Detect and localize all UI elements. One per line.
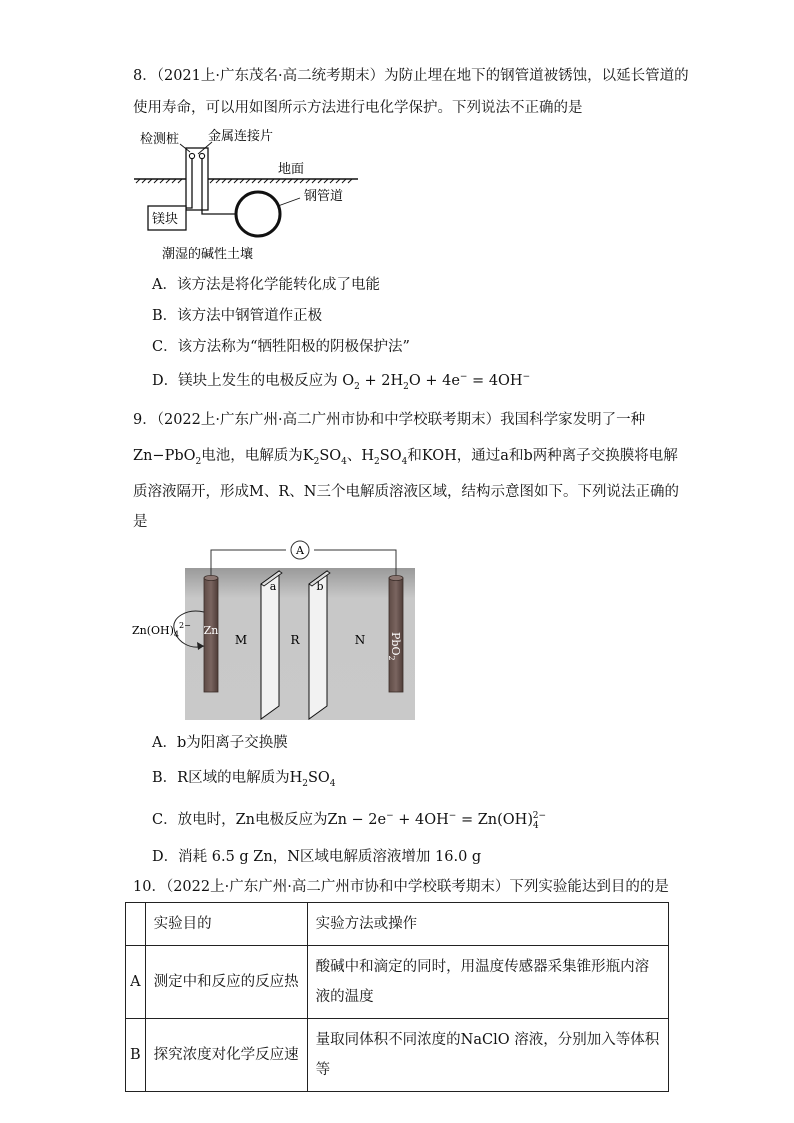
q8-figure [128, 128, 368, 268]
steel-pipe [236, 192, 280, 236]
label-membrane-b: b [316, 580, 324, 593]
label-region-m: M [234, 633, 248, 647]
table-header-cell: 实验目的 [145, 903, 307, 946]
q10-stem: 10．（2022上·广东广州·高二广州市协和中学校联考期末）下列实验能达到目的的是 [133, 879, 669, 895]
q10-table [125, 902, 669, 1092]
label-ground: 地面 [278, 162, 305, 177]
label-pbo2: PbO$_2$ [387, 632, 402, 661]
table-header-row [126, 903, 669, 946]
table-row [126, 1019, 669, 1092]
terminal-left [189, 153, 194, 158]
pbo2-electrode-top [389, 575, 403, 580]
table-cell: 探究浓度对化学反应速 [145, 1019, 307, 1092]
q9-option-d: D．消耗 6.5 g Zn，N区域电解质溶液增加 16.0 g [152, 849, 482, 865]
q9-stem-line3: 质溶液隔开，形成M、R、N三个电解质溶液区域，结构示意图如下。下列说法正确的 [133, 484, 679, 500]
q9-option-a: A．b为阳离子交换膜 [152, 735, 288, 751]
label-magnesium: 镁块 [152, 212, 179, 227]
table-cell: A [126, 946, 146, 1019]
leader-pipe [278, 198, 300, 206]
q8-option-d: D．镁块上发生的电极反应为 $O_2 + 2H_2O + 4e^- = 4OH^-$ [152, 372, 531, 392]
table-cell: B [126, 1019, 146, 1092]
table-header-cell: 实验方法或操作 [307, 903, 668, 946]
label-steel-pipe: 钢管道 [304, 189, 344, 204]
table-cell: 量取同体积不同浓度的NaClO 溶液，分别加入等体积等 [307, 1019, 668, 1092]
q8-option-c: C．该方法称为“牺牲阳极的阴极保护法” [152, 339, 410, 355]
membrane-b [309, 571, 327, 719]
label-metal-connector: 金属连接片 [208, 129, 274, 144]
label-zinc-hydroxide: $Zn(OH)_4^{2-}$ [132, 621, 191, 639]
label-soil: 潮湿的碱性土壤 [162, 247, 254, 262]
membrane-a [261, 571, 279, 719]
label-zn: Zn [203, 624, 219, 637]
terminal-right [199, 153, 204, 158]
electrolytic-tank [185, 568, 415, 720]
ammeter-label: A [296, 544, 304, 557]
q9-figure [128, 538, 428, 724]
q9-option-c: C．放电时，Zn电极反应为$Zn - 2e^- + 4OH^- = Zn(OH)_4^{2-}$ [152, 811, 546, 831]
q8-stem-line1: 8．（2021上·广东茂名·高二统考期末）为防止埋在地下的钢管道被锈蚀，以延长管道的 [133, 68, 689, 84]
q8-stem-line2: 使用寿命，可以用如图所示方法进行电化学保护。下列说法不正确的是 [133, 100, 583, 116]
table-header-cell [126, 903, 146, 946]
q9-stem-line1: 9．（2022上·广东广州·高二广州市协和中学校联考期末）我国科学家发明了一种 [133, 412, 646, 428]
zinc-electrode-top [204, 575, 218, 580]
label-region-r: R [290, 633, 300, 647]
q8-option-a: A．该方法是将化学能转化成了电能 [152, 277, 380, 293]
label-test-pile: 检测桩 [140, 132, 180, 147]
q9-stem-line4: 是 [133, 514, 148, 530]
label-region-n: N [354, 633, 366, 647]
label-membrane-a: a [269, 580, 277, 593]
table-cell: 测定中和反应的反应热 [145, 946, 307, 1019]
q9-stem-line2: Zn−PbO$_2$电池，电解质为$K_2SO_4$、$H_2SO_4$和KOH，通过a和b两种离子交换膜将电解 [133, 448, 678, 467]
q9-option-b: B．R区域的电解质为$H_2SO_4$ [152, 770, 336, 789]
q8-option-b: B．该方法中钢管道作正极 [152, 308, 323, 324]
table-row [126, 946, 669, 1019]
table-cell: 酸碱中和滴定的同时，用温度传感器采集锥形瓶内溶液的温度 [307, 946, 668, 1019]
